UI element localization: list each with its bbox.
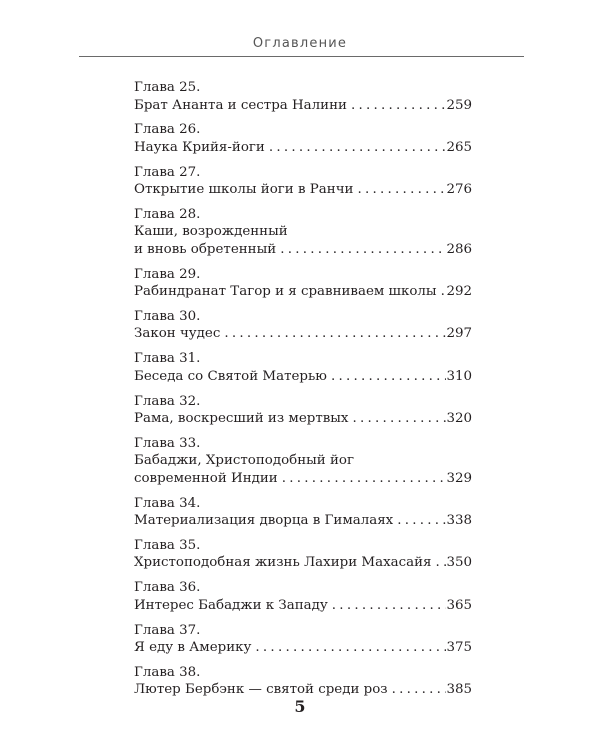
toc-entry — [134, 350, 472, 385]
toc-page-number: 310 — [446, 368, 472, 384]
running-head: Оглавление — [252, 36, 348, 51]
toc-title: Интерес Бабаджи к Западу — [134, 597, 328, 613]
toc-title-row — [134, 410, 472, 428]
toc-title-row — [134, 368, 472, 386]
toc-entry — [134, 579, 472, 614]
toc-title-line: Бабаджи, Христоподобный йог — [134, 453, 354, 469]
toc-page-number: 276 — [446, 182, 472, 198]
toc-title-row — [134, 512, 472, 530]
dot-leader — [437, 283, 447, 301]
toc-page-number: 385 — [446, 682, 472, 698]
toc-title: Открытие школы йоги в Ранчи — [134, 182, 354, 198]
toc-title-row — [134, 639, 472, 657]
dot-leader — [353, 181, 446, 199]
toc-title-row — [134, 181, 472, 199]
toc-page-number: 375 — [446, 640, 472, 656]
toc-chapter-number: Глава 36. — [134, 580, 201, 596]
dot-leader — [327, 368, 447, 386]
toc-title: Рама, воскресший из мертвых — [134, 411, 349, 427]
toc-entry — [134, 664, 472, 699]
toc-entry — [134, 308, 472, 343]
toc-page-number: 265 — [446, 139, 472, 155]
toc-chapter-number: Глава 27. — [134, 164, 201, 180]
toc-entry — [134, 121, 472, 156]
dot-leader — [265, 139, 447, 157]
dot-leader — [347, 97, 446, 115]
toc-chapter-number: Глава 38. — [134, 664, 201, 680]
toc-title-row — [134, 97, 472, 115]
toc-entry — [134, 537, 472, 572]
toc-chapter-number: Глава 35. — [134, 537, 201, 553]
toc-chapter-number: Глава 34. — [134, 495, 201, 511]
dot-leader — [278, 470, 447, 488]
toc-entry — [134, 266, 472, 301]
toc-title: современной Индии — [134, 470, 278, 486]
toc-entry — [134, 79, 472, 114]
toc-entry — [134, 393, 472, 428]
toc-title: Я еду в Америку — [134, 640, 252, 656]
dot-leader — [431, 554, 446, 572]
toc-title: Закон чудес — [134, 326, 221, 342]
toc-chapter-number: Глава 31. — [134, 351, 201, 367]
toc-chapter-number: Глава 25. — [134, 80, 201, 95]
toc-page-number: 329 — [446, 470, 472, 486]
toc-page-number: 292 — [446, 284, 472, 300]
toc-title: Наука Крийя-йоги — [134, 139, 265, 155]
toc-title-row — [134, 325, 472, 343]
toc-entry — [134, 495, 472, 530]
toc-page-number: 259 — [446, 97, 472, 113]
toc-title: Христоподобная жизнь Лахири Махасайя — [134, 555, 432, 571]
toc-entry — [134, 206, 472, 259]
dot-leader — [328, 597, 447, 615]
dot-leader — [251, 639, 446, 657]
toc-chapter-number: Глава 37. — [134, 622, 201, 638]
toc-page-number: 286 — [446, 241, 472, 257]
toc-page-number: 320 — [446, 411, 472, 427]
toc-title-row — [134, 554, 472, 572]
toc-chapter-number: Глава 28. — [134, 206, 201, 222]
toc-title: Брат Ананта и сестра Налини — [134, 97, 347, 113]
toc-title: Лютер Бербэнк — святой среди роз — [134, 682, 388, 698]
toc-entry — [134, 435, 472, 488]
toc-title-row — [134, 597, 472, 615]
toc-title: Рабиндранат Тагор и я сравниваем школы — [134, 284, 437, 300]
dot-leader — [393, 512, 446, 530]
toc-page-number: 365 — [446, 597, 472, 613]
dot-leader — [220, 325, 446, 343]
header-rule — [79, 56, 524, 57]
toc-entry — [134, 164, 472, 199]
toc-title-row — [134, 283, 472, 301]
toc-title-line: Каши, возрожденный — [134, 224, 288, 240]
toc-title: и вновь обретенный — [134, 241, 277, 257]
toc-chapter-number: Глава 26. — [134, 122, 201, 138]
toc-title-row — [134, 241, 472, 259]
table-of-contents — [134, 79, 472, 706]
toc-page-number: 350 — [446, 555, 472, 571]
toc-title: Материализация дворца в Гималаях — [134, 513, 394, 529]
toc-title-row — [134, 139, 472, 157]
toc-entry — [134, 622, 472, 657]
toc-chapter-number: Глава 33. — [134, 435, 201, 451]
dot-leader — [276, 241, 446, 259]
toc-chapter-number: Глава 30. — [134, 308, 201, 324]
dot-leader — [348, 410, 446, 428]
toc-title-row — [134, 470, 472, 488]
toc-chapter-number: Глава 29. — [134, 266, 201, 282]
toc-page-number: 297 — [446, 326, 472, 342]
toc-page-number: 338 — [446, 513, 472, 529]
toc-title: Беседа со Святой Матерью — [134, 368, 327, 384]
page-number: 5 — [294, 697, 306, 716]
toc-chapter-number: Глава 32. — [134, 393, 201, 409]
